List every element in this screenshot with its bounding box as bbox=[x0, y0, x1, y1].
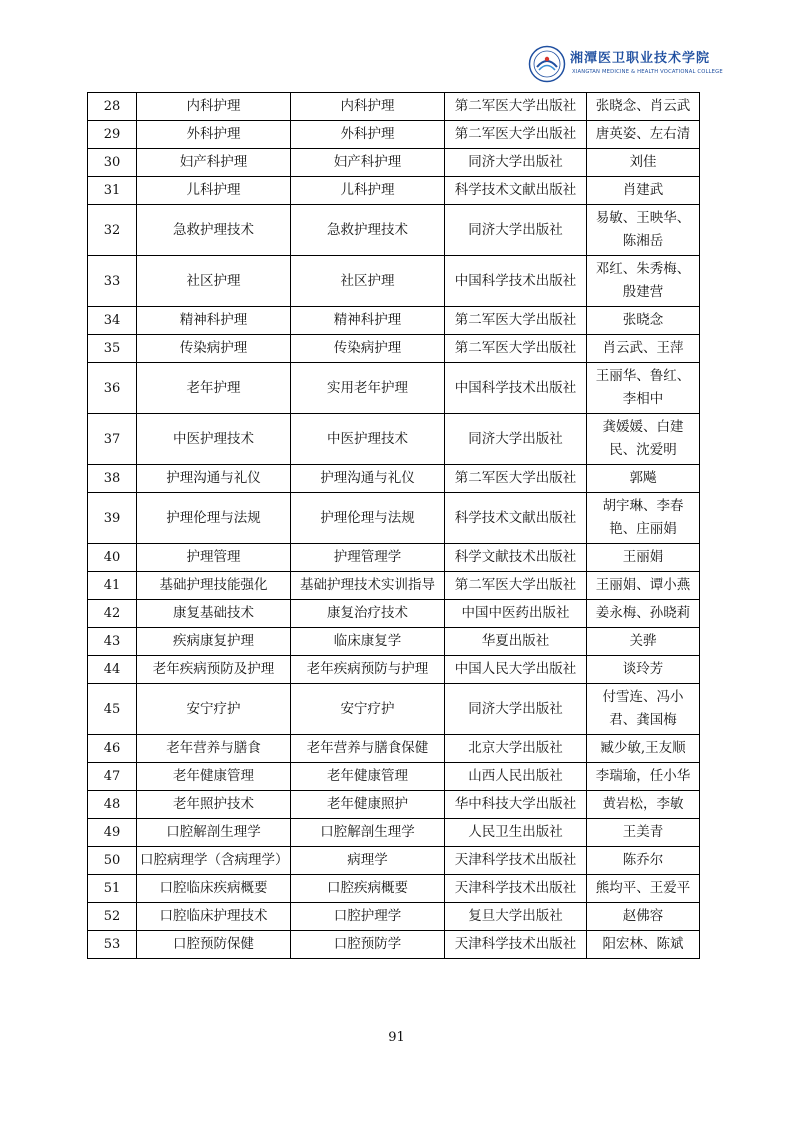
textbook-name-cell: 实用老年护理 bbox=[291, 363, 445, 414]
publisher-cell: 中国人民大学出版社 bbox=[445, 656, 587, 684]
course-name-cell: 护理沟通与礼仪 bbox=[137, 465, 291, 493]
table-body bbox=[88, 93, 700, 959]
course-name-cell: 口腔病理学（含病理学） bbox=[137, 847, 291, 875]
publisher-cell: 第二军医大学出版社 bbox=[445, 307, 587, 335]
publisher-cell: 第二军医大学出版社 bbox=[445, 572, 587, 600]
table-row bbox=[88, 628, 700, 656]
textbook-name-cell: 护理沟通与礼仪 bbox=[291, 465, 445, 493]
page-number: 91 bbox=[388, 1030, 405, 1045]
editor-cell: 邓红、朱秀梅、殷建营 bbox=[587, 256, 700, 307]
course-name-cell: 基础护理技能强化 bbox=[137, 572, 291, 600]
publisher-cell: 第二军医大学出版社 bbox=[445, 465, 587, 493]
textbook-name-cell: 口腔疾病概要 bbox=[291, 875, 445, 903]
table-row bbox=[88, 465, 700, 493]
publisher-cell: 北京大学出版社 bbox=[445, 735, 587, 763]
textbook-name-cell: 护理伦理与法规 bbox=[291, 493, 445, 544]
editor-cell: 付雪连、冯小君、龚国梅 bbox=[587, 684, 700, 735]
table-row bbox=[88, 177, 700, 205]
table-row bbox=[88, 493, 700, 544]
course-name-cell: 老年健康管理 bbox=[137, 763, 291, 791]
publisher-cell: 第二军医大学出版社 bbox=[445, 335, 587, 363]
textbook-name-cell: 临床康复学 bbox=[291, 628, 445, 656]
table-row bbox=[88, 93, 700, 121]
table-row bbox=[88, 205, 700, 256]
textbook-table bbox=[87, 92, 700, 959]
publisher-cell: 天津科学技术出版社 bbox=[445, 847, 587, 875]
textbook-name-cell: 急救护理技术 bbox=[291, 205, 445, 256]
table-row bbox=[88, 819, 700, 847]
row-number-cell: 38 bbox=[88, 465, 137, 493]
course-name-cell: 儿科护理 bbox=[137, 177, 291, 205]
course-name-cell: 老年照护技术 bbox=[137, 791, 291, 819]
course-name-cell: 疾病康复护理 bbox=[137, 628, 291, 656]
table-row bbox=[88, 572, 700, 600]
row-number-cell: 47 bbox=[88, 763, 137, 791]
editor-cell: 郭飚 bbox=[587, 465, 700, 493]
textbook-name-cell: 儿科护理 bbox=[291, 177, 445, 205]
row-number-cell: 41 bbox=[88, 572, 137, 600]
publisher-cell: 复旦大学出版社 bbox=[445, 903, 587, 931]
row-number-cell: 48 bbox=[88, 791, 137, 819]
row-number-cell: 44 bbox=[88, 656, 137, 684]
table-row bbox=[88, 875, 700, 903]
college-name-en: XIANGTAN MEDICINE & HEALTH VOCATIONAL COLLEGE bbox=[572, 69, 723, 75]
table-row bbox=[88, 307, 700, 335]
editor-cell: 黄岩松，李敏 bbox=[587, 791, 700, 819]
table-row bbox=[88, 763, 700, 791]
textbook-name-cell: 社区护理 bbox=[291, 256, 445, 307]
row-number-cell: 53 bbox=[88, 931, 137, 959]
editor-cell: 姜永梅、孙晓莉 bbox=[587, 600, 700, 628]
textbook-name-cell: 护理管理学 bbox=[291, 544, 445, 572]
row-number-cell: 29 bbox=[88, 121, 137, 149]
textbook-name-cell: 口腔解剖生理学 bbox=[291, 819, 445, 847]
row-number-cell: 30 bbox=[88, 149, 137, 177]
row-number-cell: 37 bbox=[88, 414, 137, 465]
textbook-name-cell: 康复治疗技术 bbox=[291, 600, 445, 628]
editor-cell: 易敏、王映华、陈湘岳 bbox=[587, 205, 700, 256]
textbook-name-cell: 精神科护理 bbox=[291, 307, 445, 335]
textbook-name-cell: 病理学 bbox=[291, 847, 445, 875]
publisher-cell: 同济大学出版社 bbox=[445, 684, 587, 735]
row-number-cell: 31 bbox=[88, 177, 137, 205]
row-number-cell: 49 bbox=[88, 819, 137, 847]
textbook-name-cell: 中医护理技术 bbox=[291, 414, 445, 465]
course-name-cell: 护理管理 bbox=[137, 544, 291, 572]
row-number-cell: 33 bbox=[88, 256, 137, 307]
editor-cell: 刘佳 bbox=[587, 149, 700, 177]
row-number-cell: 50 bbox=[88, 847, 137, 875]
course-name-cell: 安宁疗护 bbox=[137, 684, 291, 735]
publisher-cell: 中国科学技术出版社 bbox=[445, 363, 587, 414]
editor-cell: 王美青 bbox=[587, 819, 700, 847]
textbook-name-cell: 口腔护理学 bbox=[291, 903, 445, 931]
course-name-cell: 康复基础技术 bbox=[137, 600, 291, 628]
row-number-cell: 39 bbox=[88, 493, 137, 544]
course-name-cell: 老年营养与膳食 bbox=[137, 735, 291, 763]
row-number-cell: 45 bbox=[88, 684, 137, 735]
editor-cell: 肖云武、王萍 bbox=[587, 335, 700, 363]
course-name-cell: 妇产科护理 bbox=[137, 149, 291, 177]
textbook-name-cell: 口腔预防学 bbox=[291, 931, 445, 959]
row-number-cell: 42 bbox=[88, 600, 137, 628]
editor-cell: 王丽娟 bbox=[587, 544, 700, 572]
table-row bbox=[88, 684, 700, 735]
table-row bbox=[88, 121, 700, 149]
publisher-cell: 山西人民出版社 bbox=[445, 763, 587, 791]
table-row bbox=[88, 931, 700, 959]
course-name-cell: 口腔临床疾病概要 bbox=[137, 875, 291, 903]
row-number-cell: 40 bbox=[88, 544, 137, 572]
editor-cell: 臧少敏,王友顺 bbox=[587, 735, 700, 763]
editor-cell: 李瑞瑜，任小华 bbox=[587, 763, 700, 791]
table-row bbox=[88, 414, 700, 465]
textbook-name-cell: 老年疾病预防与护理 bbox=[291, 656, 445, 684]
course-name-cell: 外科护理 bbox=[137, 121, 291, 149]
publisher-cell: 科学文献技术出版社 bbox=[445, 544, 587, 572]
course-name-cell: 精神科护理 bbox=[137, 307, 291, 335]
publisher-cell: 同济大学出版社 bbox=[445, 149, 587, 177]
publisher-cell: 科学技术文献出版社 bbox=[445, 493, 587, 544]
row-number-cell: 34 bbox=[88, 307, 137, 335]
row-number-cell: 46 bbox=[88, 735, 137, 763]
course-name-cell: 口腔预防保健 bbox=[137, 931, 291, 959]
publisher-cell: 同济大学出版社 bbox=[445, 414, 587, 465]
editor-cell: 陈乔尔 bbox=[587, 847, 700, 875]
course-name-cell: 内科护理 bbox=[137, 93, 291, 121]
textbook-name-cell: 老年营养与膳食保健 bbox=[291, 735, 445, 763]
college-logo bbox=[528, 45, 723, 85]
textbook-name-cell: 老年健康照护 bbox=[291, 791, 445, 819]
course-name-cell: 护理伦理与法规 bbox=[137, 493, 291, 544]
textbook-name-cell: 妇产科护理 bbox=[291, 149, 445, 177]
publisher-cell: 华夏出版社 bbox=[445, 628, 587, 656]
textbook-name-cell: 传染病护理 bbox=[291, 335, 445, 363]
editor-cell: 唐英姿、左右清 bbox=[587, 121, 700, 149]
course-name-cell: 急救护理技术 bbox=[137, 205, 291, 256]
editor-cell: 赵佛容 bbox=[587, 903, 700, 931]
textbook-name-cell: 基础护理技术实训指导 bbox=[291, 572, 445, 600]
row-number-cell: 51 bbox=[88, 875, 137, 903]
row-number-cell: 36 bbox=[88, 363, 137, 414]
course-name-cell: 传染病护理 bbox=[137, 335, 291, 363]
editor-cell: 肖建武 bbox=[587, 177, 700, 205]
editor-cell: 熊均平、王爱平 bbox=[587, 875, 700, 903]
course-name-cell: 口腔临床护理技术 bbox=[137, 903, 291, 931]
editor-cell: 张晓念、肖云武 bbox=[587, 93, 700, 121]
editor-cell: 龚媛媛、白建民、沈爱明 bbox=[587, 414, 700, 465]
editor-cell: 张晓念 bbox=[587, 307, 700, 335]
table-row bbox=[88, 335, 700, 363]
editor-cell: 阳宏林、陈斌 bbox=[587, 931, 700, 959]
textbook-name-cell: 老年健康管理 bbox=[291, 763, 445, 791]
table-row bbox=[88, 256, 700, 307]
publisher-cell: 人民卫生出版社 bbox=[445, 819, 587, 847]
table-row bbox=[88, 149, 700, 177]
textbook-name-cell: 内科护理 bbox=[291, 93, 445, 121]
publisher-cell: 科学技术文献出版社 bbox=[445, 177, 587, 205]
table-row bbox=[88, 735, 700, 763]
publisher-cell: 天津科学技术出版社 bbox=[445, 875, 587, 903]
editor-cell: 关骅 bbox=[587, 628, 700, 656]
table-row bbox=[88, 847, 700, 875]
row-number-cell: 28 bbox=[88, 93, 137, 121]
table-row bbox=[88, 363, 700, 414]
publisher-cell: 第二军医大学出版社 bbox=[445, 93, 587, 121]
row-number-cell: 32 bbox=[88, 205, 137, 256]
table-row bbox=[88, 791, 700, 819]
table-row bbox=[88, 600, 700, 628]
row-number-cell: 52 bbox=[88, 903, 137, 931]
course-name-cell: 口腔解剖生理学 bbox=[137, 819, 291, 847]
editor-cell: 王丽华、鲁红、李相中 bbox=[587, 363, 700, 414]
college-name-cn: 湘潭医卫职业技术学院 bbox=[570, 51, 711, 66]
textbook-name-cell: 安宁疗护 bbox=[291, 684, 445, 735]
course-name-cell: 老年疾病预防及护理 bbox=[137, 656, 291, 684]
row-number-cell: 43 bbox=[88, 628, 137, 656]
editor-cell: 谈玲芳 bbox=[587, 656, 700, 684]
course-name-cell: 中医护理技术 bbox=[137, 414, 291, 465]
textbook-name-cell: 外科护理 bbox=[291, 121, 445, 149]
publisher-cell: 中国中医药出版社 bbox=[445, 600, 587, 628]
course-name-cell: 社区护理 bbox=[137, 256, 291, 307]
row-number-cell: 35 bbox=[88, 335, 137, 363]
table-row bbox=[88, 544, 700, 572]
editor-cell: 胡宇琳、李春艳、庄丽娟 bbox=[587, 493, 700, 544]
college-emblem-icon bbox=[528, 45, 566, 83]
course-name-cell: 老年护理 bbox=[137, 363, 291, 414]
publisher-cell: 天津科学技术出版社 bbox=[445, 931, 587, 959]
publisher-cell: 华中科技大学出版社 bbox=[445, 791, 587, 819]
table-row bbox=[88, 656, 700, 684]
editor-cell: 王丽娟、谭小燕 bbox=[587, 572, 700, 600]
table-row bbox=[88, 903, 700, 931]
publisher-cell: 同济大学出版社 bbox=[445, 205, 587, 256]
publisher-cell: 第二军医大学出版社 bbox=[445, 121, 587, 149]
publisher-cell: 中国科学技术出版社 bbox=[445, 256, 587, 307]
